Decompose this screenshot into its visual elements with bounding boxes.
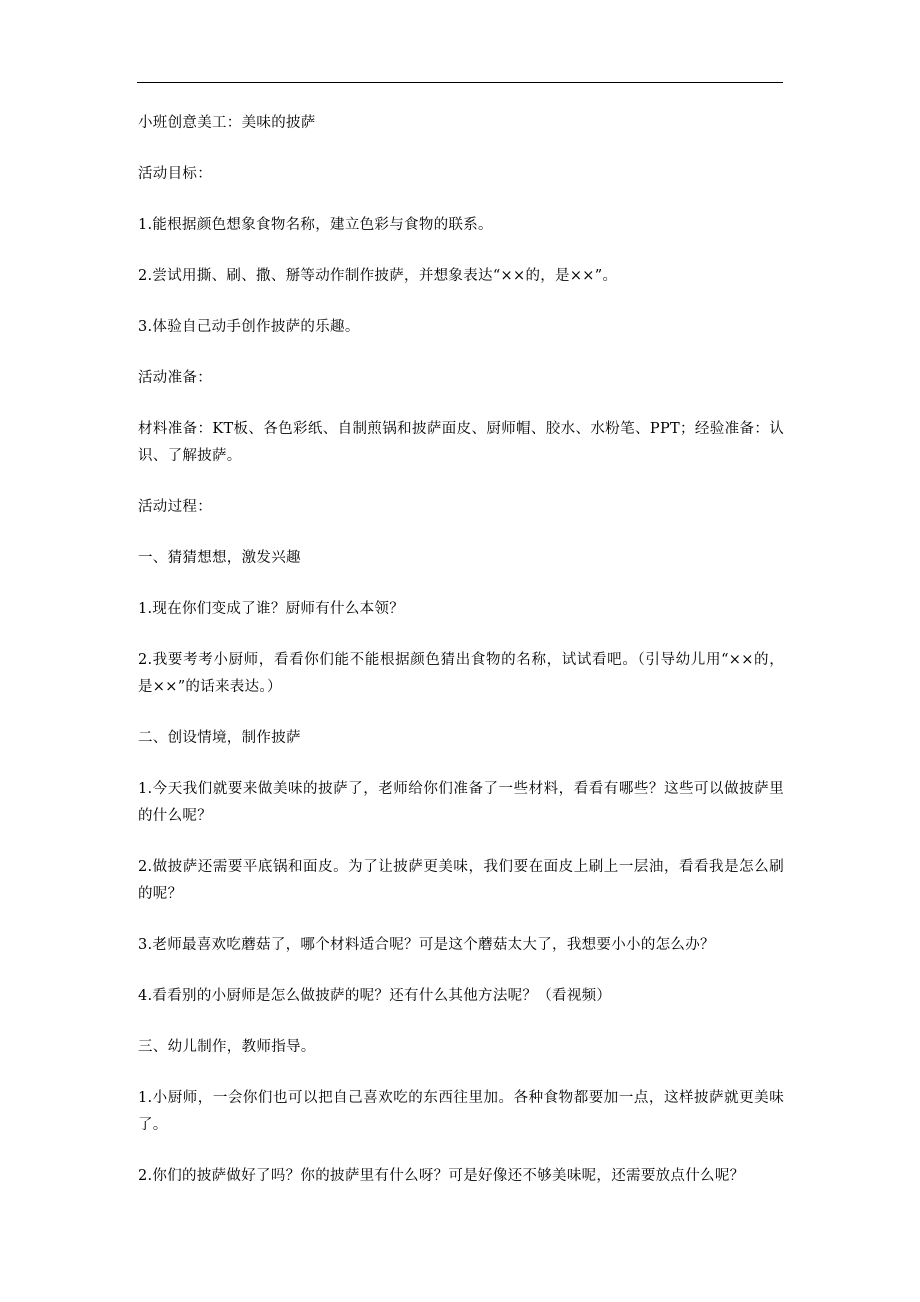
process-part-1-step-2: 2.我要考考小厨师，看看你们能不能根据颜色猜出食物的名称，试试看吧。（引导幼儿用“××的，是××”的话来表达。） — [138, 652, 784, 695]
process-part-1-heading: 一、猜猜想想，激发兴趣 — [138, 550, 301, 566]
process-part-2-step-4: 4.看看别的小厨师是怎么做披萨的呢？还有什么其他方法呢？（看视频） — [138, 988, 612, 1004]
objective-item-2: 2.尝试用撕、刷、撒、掰等动作制作披萨，并想象表达“××的，是××”。 — [138, 268, 618, 284]
section-heading-preparation: 活动准备： — [138, 370, 212, 386]
preparation-materials: 材料准备：KT板、各色彩纸、自制煎锅和披萨面皮、厨师帽、胶水、水粉笔、PPT；经验准备：认识、了解披萨。 — [138, 421, 784, 464]
objective-item-3: 3.体验自己动手创作披萨的乐趣。 — [138, 319, 360, 335]
process-part-2-step-3: 3.老师最喜欢吃蘑菇了，哪个材料适合呢？可是这个蘑菇太大了，我想要小小的怎么办？ — [138, 937, 715, 953]
process-part-2-step-1: 1.今天我们就要来做美味的披萨了，老师给你们准备了一些材料，看看有哪些？这些可以做披萨里的什么呢？ — [138, 781, 784, 824]
section-heading-objectives: 活动目标： — [138, 166, 212, 182]
process-part-1-step-1: 1.现在你们变成了谁？厨师有什么本领？ — [138, 601, 405, 617]
process-part-3-heading: 三、幼儿制作，教师指导。 — [138, 1039, 316, 1055]
section-heading-process: 活动过程： — [138, 499, 212, 515]
process-part-3-step-1: 1.小厨师，一会你们也可以把自己喜欢吃的东西往里加。各种食物都要加一点，这样披萨就更美味了。 — [138, 1090, 784, 1133]
process-part-2-heading: 二、创设情境，制作披萨 — [138, 730, 301, 746]
document-body — [138, 110, 784, 1214]
objective-item-1: 1.能根据颜色想象食物名称，建立色彩与食物的联系。 — [138, 217, 493, 233]
header-rule — [137, 82, 783, 83]
process-part-2-step-2: 2.做披萨还需要平底锅和面皮。为了让披萨更美味，我们要在面皮上刷上一层油，看看我是怎么刷的呢？ — [138, 859, 784, 902]
process-part-3-step-2: 2.你们的披萨做好了吗？你的披萨里有什么呀？可是好像还不够美味呢，还需要放点什么呢？ — [138, 1168, 745, 1184]
document-title: 小班创意美工：美味的披萨 — [138, 115, 316, 131]
